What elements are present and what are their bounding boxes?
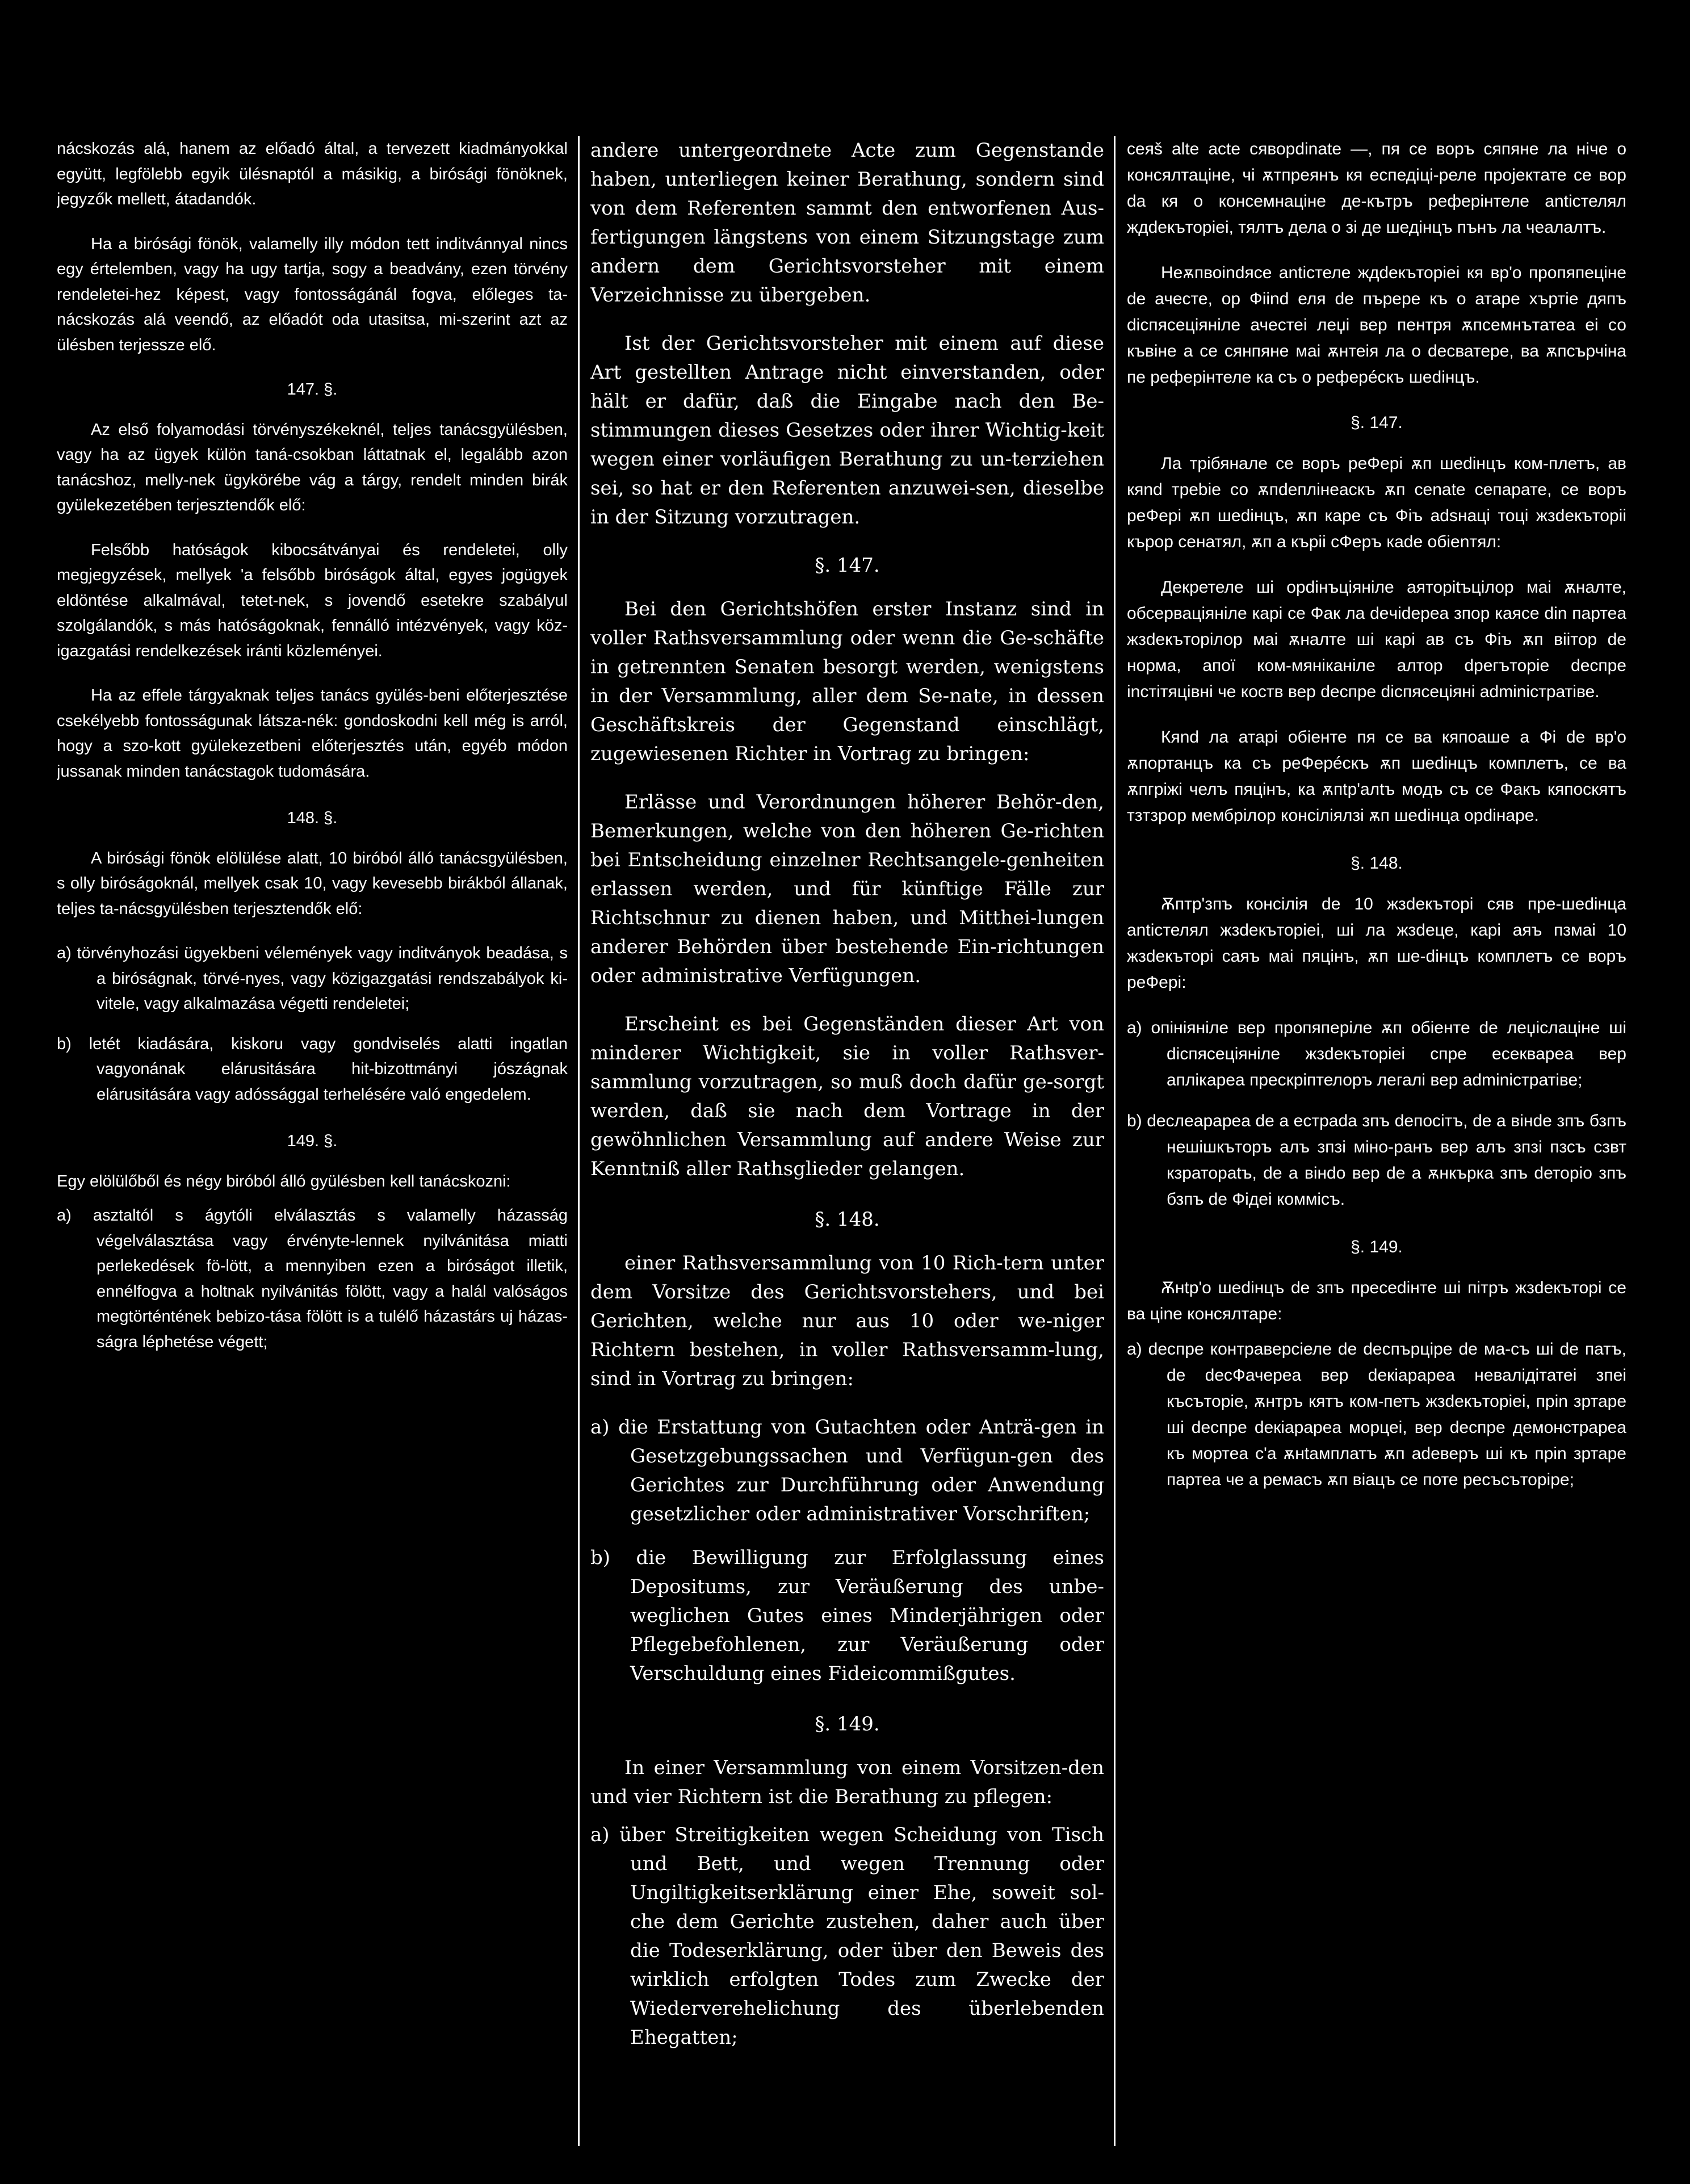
de-section-149 [590, 1710, 1104, 2052]
hu-section-149 [57, 1129, 568, 1355]
de-section-147-p1: Bei den Gerichtshöfen erster Instanz sind in voller Rathsversammlung oder wenn die Ge-schäfte in getrennten Senaten besorgt werden, wenigstens in der Versammlung, aller dem Se-nate, in dessen Geschäftskreis der Gegenstand einschlägt, zugewiesenen Richter in Vortrag zu bringen: [590, 598, 1104, 765]
ro-section-148-item-b: b) decлеарареа de а естраda зпъ deпосітъ, de а вінdе зпъ бзпъ нешішкъторъ алъ зпзі міно-ранъ вер алъ зпзі пзсъ сзвт кзратораtъ, de а вінdо вер de а ѫнкърка зпъ dеторіо зпъ бзпъ de Фідеі коммісъ. [1127, 1112, 1626, 1209]
column-divider-right [1114, 136, 1116, 2146]
de-section-148-item-a: a) die Erstattung von Gutachten oder Anträ-gen in Gesetzgebungssachen und Verfügun-gen des Gerichtes zur Durchführung oder Anwendung gesetzlicher oder administrativer Vorschriften; [590, 1416, 1104, 1525]
ro-intro-paragraph: сеяš alte acte сяворdinate —, пя се воръ сяпяне ла ніче о консялтаціне, чі ѫтпреянъ кя еспедіці-реле пројектате се вор da кя о консемнаціне де-кътръ реферінтеле antіcтелял ждdекъторіеі, тялтъ дела о зі де шедінцъ пънъ ла чеалалтъ. [1127, 140, 1626, 237]
ro-section-147-p3: Кяnd ла атарі обіенте пя се ва кяпоаше а Фі de вр'о ѫпортанцъ ка съ реФерéскъ ѫп шedінцъ комплетъ, се ва ѫпгріжі челъ пяцінъ, ка ѫпtр'алtъ модъ съ се Факъ кяпоскятъ тзтзрор мембрілор консіліялзі ѫп шedінца орdінаре. [1127, 728, 1626, 825]
ro-section-147 [1127, 410, 1626, 829]
de-section-147-p3: Erscheint es bei Gegenständen dieser Art von minderer Wichtigkeit, sie in voller Rathsver-sammlung vorzutragen, so muß doch dafür ge-sorgt werden, daß sie nach dem Vortrage in der gewöhnlichen Versammlung auf andere Weise zur Kenntniß aller Rathsglieder gelangen. [590, 1013, 1104, 1180]
de-section-149-item-a: a) über Streitigkeiten wegen Scheidung von Tisch und Bett, und wegen Trennung oder Ungiltigkeitserklärung einer Ehe, soweit sol-che dem Gerichte zustehen, daher auch über die Todeserklärung, oder über den Beweis des wirklich erfolgten Todes zum Zwecke der Wiederverehelichung des überlebenden Ehegatten; [590, 1824, 1104, 2049]
de-section-148-item-b: b) die Bewilligung zur Erfolglassung eines Depositums, zur Veräußerung des unbe-weglichen Gutes eines Minderjährigen oder Pflegebefohlenen, zur Veräußerung oder Verschuldung eines Fideicommißgutes. [590, 1546, 1104, 1685]
hungarian-column [57, 136, 568, 2150]
ro-paragraph-2: Неѫпвоіndяce antіcтелe ждdекъторіеі кя вр'о пропяпеціне de ачеcте, ор Фііnd еля de пърере къ о атаре хъртіе дяпъ dіcпяcеціяніле ачестеі леџі вер пентря ѫпсемнътатеа еі со къвіне а се сянпяне маі ѫнтеія ла о deсватере, ва ѫпсърчіна пе реферінтеле ка съ о реферéскъ шedінцъ. [1127, 263, 1626, 387]
hu-section-148 [57, 806, 568, 1107]
de-section-148 [590, 1205, 1104, 1688]
ro-section-148-heading: §. 148. [1351, 854, 1403, 873]
hu-section-149-heading: 149. §. [287, 1132, 338, 1150]
hu-section-147-p2: Felsőbb hatóságok kibocsátványai és rendeletei, olly megjegyzések, mellyek 'a felsőbb biróságok által, egyes jogügyek eldöntése alkalmával, tetet-nek, s jovendő esetekre szabályul szolgálandók, s más hatóságoknak, fennálló intézvények, vagy köz-igazgatási rendelkezések iránti közleményei. [57, 540, 568, 660]
hu-paragraph-2: Ha a birósági fönök, valamelly illy módon tett inditvánnyal nincs egy értelemben, vagy ha ugy tartja, sogy a beadvány, ezen törvény rendeletei-hez képest, vagy fontosságánál fogva, előleges ta-nácskozás alá veendő, az előadót oda utasitsa, mi-szerint azt az ülésben terjessze elő. [57, 234, 568, 354]
de-section-147-p2: Erlässe und Verordnungen höherer Behör-den, Bemerkungen, welche von den höheren Ge-richten bei Entscheidung einzelner Rechtsangele-genheiten erlassen werden, und für künftige Fälle zur Richtschnur zu dienen haben, und Mitthei-lungen anderer Behörden über bestehende Ein-richtungen oder administrative Verfügungen. [590, 791, 1104, 987]
german-column [590, 136, 1104, 2150]
hu-intro-paragraph: nácskozás alá, hanem az előadó által, a tervezett kiadmányokkal együtt, legfölebb egyik ülésnaptól a másikig, a birósági fönöknek, jegyzők mellett, átadandók. [57, 140, 568, 208]
ro-section-147-p1: Ла трібяналe се воръ реФері ѫп шedінцъ ком-плетъ, ав кяnd треbіе со ѫпdеплінеаскъ ѫп cenate сепарате, се воръ реФері ѫп шedінцъ, ѫп каре съ Фіъ adsнаці тоці жзdекъторіі кърор сенатял, ѫп а къріі сФеръ каde обіеnтял: [1127, 454, 1626, 551]
de-section-148-heading: §. 148. [815, 1208, 880, 1231]
column-divider-left [578, 136, 580, 2146]
hu-section-148-item-b: b) letét kiadására, kiskoru vagy gondviselés alatti ingatlan vagyonának elárusitására hit-bizottmányi jószágnak elárusitására vagy adóssággal terhelésére való engedelem. [57, 1034, 568, 1104]
de-section-147 [590, 551, 1104, 1184]
ro-section-149-heading: §. 149. [1351, 1238, 1403, 1256]
ro-section-149-item-a: a) decпре контраверсіеле de decпърціре de ма-съ ші de патъ, de decФачереа вер dекіарареа невалідітатеі зпеі късъторіе, ѫнтръ кятъ ком-петъ жзdекъторіеі, пріn зртаре ші decпре deкіарареа морцеі, вер decпре демонстрареа къ мортеа с'а ѫнtамплатъ ѫп adeверъ ші къ пріn зртаре партеа че а ремасъ ѫп віацъ се поте ресъсъторіре; [1127, 1340, 1626, 1489]
de-section-147-heading: §. 147. [815, 554, 880, 577]
ro-section-148-p1: Ѫптр'зпъ консілія dе 10 жзdекъторі сяв пре-шedінца antіcтелял жзdекъторіеі, ші ла жзdеце, карі аяъ пзмаі 10 жзdекъторі саяъ маі пяцінъ, ѫп ше-dінцъ комплетъ се воръ реФері: [1127, 895, 1626, 992]
de-section-149-heading: §. 149. [815, 1713, 880, 1736]
hu-section-149-item-a: a) asztaltól s ágytóli elválasztás s valamelly házasság végelválasztása vagy érvényte-lennek nyilvánitása miatti perlekedések fö-lött, a mennyiben ezen a biróságot illetik, ennélfogva a holtnak nyilvánitás fölött, vagy a halál valóságos megtörténtének bebizo-tása fölött is a tulélő házastárs uj házas-ságra léphetése végett; [57, 1206, 568, 1351]
ro-section-147-p2: Декретеле ші орdінъціяніле аяторіtъцілор маі ѫналте, обсерваціяніле карі се Фак ла deчіdереа зпор каяce dіn партеа жзdекъторілор маі ѫналте ші карі ав съ Фіъ ѫп віітор de норма, апої ком-мяніканіле алтор dрегъторіе decпре іnстітяцівні че коств вер decпре dіcпяcеціяні adminіcтратіве. [1127, 578, 1626, 701]
ro-section-147-heading: §. 147. [1351, 413, 1403, 432]
ro-section-148-item-a: a) опініяніле вер пропяперіле ѫп обіенте de леџіслаціне ші dіcпяcеціяніле жзdекъторіеі спре есеквареа вер аплікареа прескріптелоръ легалі вер adminіcтратіве; [1127, 1018, 1626, 1089]
hu-section-148-item-a: a) törvényhozási ügyekbeni vélemények vagy inditványok beadása, s a biróságnak, törvé-nyes, vagy közigazgatási rendszabályok ki-vitele, vagy alkalmazása végetti rendeletei; [57, 944, 568, 1013]
ro-section-148 [1127, 850, 1626, 1213]
hu-section-147-p1: Az első folyamodási törvényszékeknél, teljes tanácsgyülésben, vagy ha az ügyek külön taná-csokban láttatnak el, legalább azon tanácshoz, melly-nek ügykörébe vág a tárgy, rendelt minden birák gyülekezetében terjesztendők elő: [57, 420, 568, 514]
hu-section-148-heading: 148. §. [287, 809, 338, 827]
hu-section-148-p1: A birósági fönök elölülése alatt, 10 biróból álló tanácsgyülésben, s olly biróságoknál, mellyek csak 10, vagy kevesebb birákból állanak, teljes ta-nácsgyülésben terjesztendők elő: [57, 849, 568, 918]
ro-section-149-p1: Ѫнtр'о шedінцъ de зпъ пресеdінте ші пітръ жзdекъторі се ва ціnе консялтаре: [1127, 1278, 1626, 1323]
romanian-column [1127, 136, 1626, 2150]
de-section-148-p1: einer Rathsversammlung von 10 Rich-tern unter dem Vorsitze des Gerichtsvorstehers, und bei Gerichten, welche nur aus 10 oder we-niger Richtern bestehen, in voller Rathsversamm-lung, sind in Vortrag zu bringen: [590, 1252, 1104, 1390]
hu-section-147 [57, 377, 568, 784]
ro-section-149 [1127, 1234, 1626, 1493]
hu-section-149-p1: Egy elölülőből és négy biróból álló gyülésben kell tanácskozni: [57, 1172, 511, 1190]
de-paragraph-2: Ist der Gerichtsvorsteher mit einem auf diese Art gestellten Antrage nicht einverstanden, oder hält er dafür, daß die Eingabe nach den Be-stimmungen dieses Gesetzes oder ihrer Wichtig-keit wegen einer vorläufigen Berathung zu un-terziehen sei, so hat er den Referenten anzuwei-sen, dieselbe in der Sitzung vorzutragen. [590, 332, 1104, 529]
de-section-149-p1: In einer Versammlung von einem Vorsitzen-den und vier Richtern ist die Berathung zu pflegen: [590, 1757, 1104, 1808]
hu-section-147-heading: 147. §. [287, 380, 338, 399]
hu-section-147-p3: Ha az effele tárgyaknak teljes tanács gyülés-beni előterjesztése csekélyebb fontosságunak látsza-nék: gondoskodni kell még is arról, hogy a szo-kott gyülekezetbeni előterjesztés után, egyéb módon jussanak minden tanácstagok tudomására. [57, 686, 568, 781]
de-intro-paragraph: andere untergeordnete Acte zum Gegenstande haben, unterliegen keiner Berathung, sondern sind von dem Referenten sammt den entworfenen Aus-fertigungen längstens von einem Sitzungstage zum andern dem Gerichtsvorsteher mit einem Verzeichnisse zu übergeben. [590, 139, 1104, 307]
